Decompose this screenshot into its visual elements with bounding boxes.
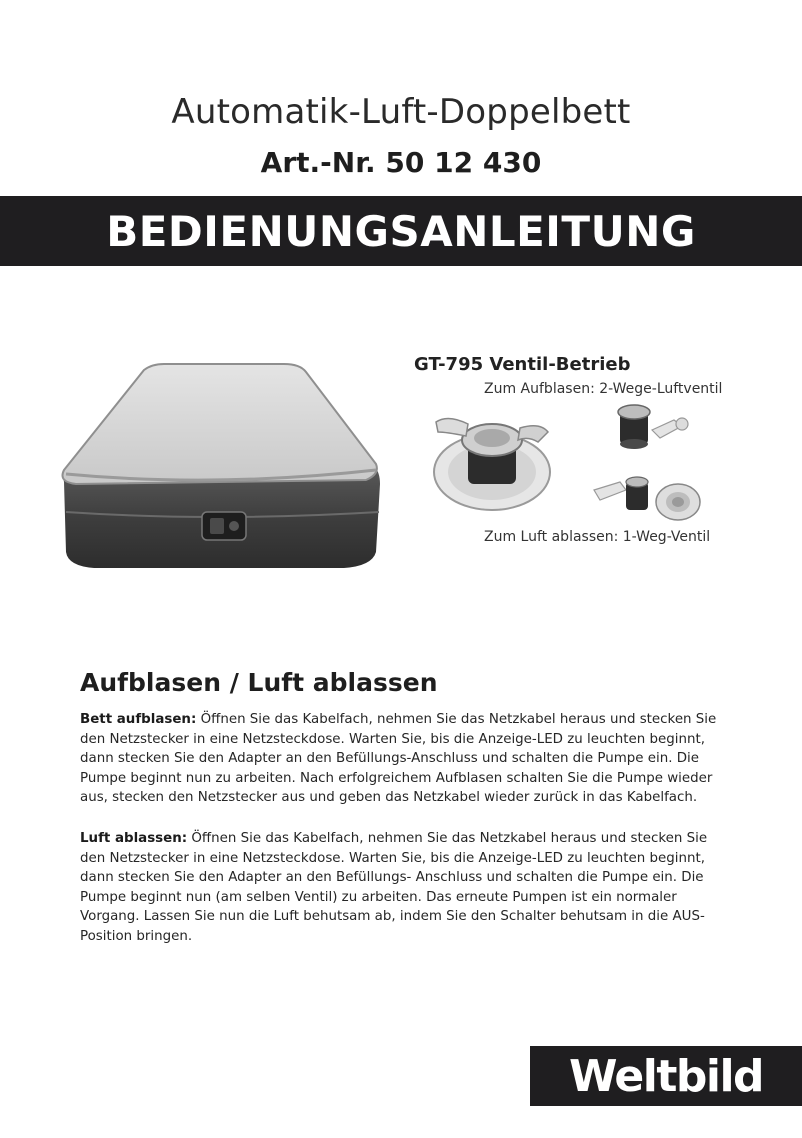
deflate-valve-image [590, 470, 706, 528]
deflate-paragraph [80, 829, 720, 947]
small-valve-image [612, 402, 696, 456]
inflate-paragraph [80, 710, 720, 808]
section-heading: Aufblasen / Luft ablassen [80, 668, 438, 697]
valve-title: GT-795 Ventil-Betrieb [414, 354, 631, 375]
inflate-label: Bett aufblasen: [80, 712, 197, 727]
deflate-text: Öffnen Sie das Kabelfach, nehmen Sie das Netzkabel heraus und stecken Sie den Netzstecker in eine Netzsteckdose. Warten Sie, bis die Anzeige-LED zu leuchten beginnt, dann stecken Sie den Adapter an den Befüllungs- Anschluss und schalten die Pumpe ein. Die Pumpe beginnt nun (am selben Ventil) zu arbeiten. Das erneute Pumpen ist ein normaler Vorgang. Lassen Sie nun die Luft behutsam ab, indem Sie den Schalter behutsam in die AUS-Position bringen. [80, 831, 708, 944]
weltbild-logo [530, 1046, 802, 1106]
deflate-caption: Zum Luft ablassen: 1-Weg-Ventil [484, 529, 711, 545]
deflate-label: Luft ablassen: [80, 831, 188, 846]
inflate-caption: Zum Aufblasen: 2-Wege-Luftventil [484, 381, 723, 397]
large-valve-image [428, 402, 556, 514]
manual-banner [0, 196, 802, 266]
air-bed-image [54, 362, 384, 574]
inflate-text: Öffnen Sie das Kabelfach, nehmen Sie das Netzkabel heraus und stecken Sie den Netzstecker in eine Netzsteckdose. Warten Sie, bis die Anzeige-LED zu leuchten beginnt, dann stecken Sie den Adapter an den Befüllungs-Anschluss und schalten die Pumpe ein. Die Pumpe beginnt nun zu arbeiten. Nach erfolgreichem Aufblasen schalten Sie die Pumpe wieder aus, stecken den Netzstecker aus und geben das Netzkabel wieder zurück in das Kabelfach. [80, 712, 717, 806]
logo-text: Weltbild [568, 1050, 764, 1102]
banner-text: BEDIENUNGSANLEITUNG [106, 206, 696, 256]
article-number: Art.-Nr. 50 12 430 [260, 146, 542, 179]
document-title: Automatik-Luft-Doppelbett [171, 92, 631, 132]
